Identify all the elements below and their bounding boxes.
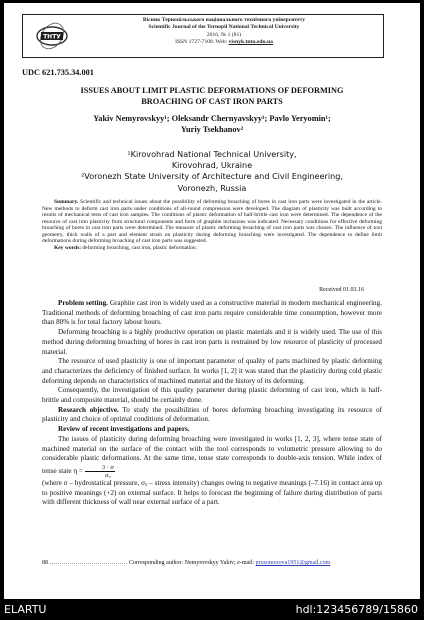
abstract (42, 199, 382, 251)
affiliation-line-2: Kirovohrad, Ukraine (171, 160, 253, 171)
paragraph-problem (42, 299, 382, 328)
affiliation-line-3: ²Voronezh State University of Architecture and Civil Engineering, (81, 171, 343, 182)
author-list (22, 114, 402, 135)
eta-numerator: 3 · σ (85, 464, 115, 472)
journal-header (22, 14, 384, 58)
paragraph-4: Consequently, the investigation of this quality parameter during plastic deforming of cast iron, which is half-brittle and composite material, should be certainly done. (42, 386, 382, 405)
abstract-text: Scientific and technical issues about the possibility of deforming broaching of bores in cast iron parts were investigated in the article. New methods to deform cast iron parts under conditions of all-round compression were developed. The diagram of plasticity was built according to results of mechanical tests of cast iron samples. The conditions of plastic deformation of half-brittle cast iron were determined. The dependence of the resource of cast iron plasticity from structural components and form of graphite inclusions was indicated. Necessary conditions for effective deforming broaching of bores in cast iron parts were determined. The measure of plastic deforming broaching of cast iron parts was chosen. The influence of tool geometry, thick walls of a part and element strain on plasticity during deforming broaching were investigated. The dependence to define limit deformations during deforming broaching of cast iron parts was suggested. (42, 199, 383, 245)
paragraph-2: Deforming broaching is a highly productive operation on plastic materials and it is widely used. The use of this method during deforming broaching of bores in cast iron parts is restrained by low resource of plasticity of processed material. (42, 328, 382, 356)
keywords-text: deforming broaching, cast iron, plastic deformation. (82, 244, 197, 251)
abstract-label: Summary. (54, 199, 79, 205)
author-email-link[interactable]: prosomorova1951@gmail.com (255, 560, 331, 566)
udc-code: UDC 621.735.34.001 (22, 68, 94, 77)
paragraph-3: The resource of used plasticity is one of important parameter of quality of parts machined by plastic deforming and characterizes the deficiency of finished surface. In works [1, 2] it was stated that the plasticity during cold plastic deforming depends on characteristics of machined material and the history of its deforming. (42, 357, 382, 385)
affiliation-line-1: ¹Kirovohrad National Technical University, (127, 149, 297, 159)
problem-label: Problem setting. (58, 299, 108, 307)
journal-title-ua: Вісник Тернопільського національного технічного університету (142, 17, 306, 23)
title-line-1: ISSUES ABOUT LIMIT PLASTIC DEFORMATIONS OF DEFORMING (80, 86, 344, 95)
logo-text: ТНТУ (43, 33, 61, 41)
paragraph-review (42, 435, 382, 479)
authors-line-1: Yakiv Nemyrovskyy¹; Oleksandr Chernyavskyy¹; Pavlo Yeryomin¹; (93, 114, 331, 123)
issn-text: ISSN 1727-7108. Web: (175, 39, 229, 46)
review-text: The issues of plasticity during deforming broaching were investigated in works [1, 2, 3], where tense state of machined material on the surface of the contact with the tool corresponds to volumetric pressure allowing to do considerable plastic deformations. At the same time, tense state corresponds to double-axis tension. While index of tense state (42, 434, 382, 476)
journal-web-link[interactable]: visnyk.tntu.edu.ua (228, 39, 273, 46)
paper-page (4, 3, 420, 599)
repository-bar (0, 600, 424, 620)
journal-issn (67, 39, 381, 46)
objective-text: To study the possibilities of bores deforming broaching investigating its resource of plasticity and choice of optimal conditions of deformation. (42, 405, 382, 424)
page-footer (42, 560, 382, 566)
problem-text: Graphite cast iron is widely used as a constructive material in modern mechanical engineering. Traditional methods of deforming broaching of cast iron parts require considerable time consumption, however more than 80% is for total factory labour hours. (42, 299, 382, 327)
affiliation-line-4: Voronezh, Russia (177, 182, 247, 193)
authors-line-2: Yuriy Tsekhanov² (180, 124, 244, 134)
journal-issue: 2016, № 1 (81) (206, 31, 242, 38)
eta-denominator: σᵤ (105, 471, 111, 479)
page-number: 88 (42, 560, 48, 566)
paper-body (42, 299, 382, 508)
keywords-label: Key words: (54, 244, 82, 251)
objective-label: Research objective. (58, 405, 119, 414)
review-heading: Review of recent investigations and papers. (58, 425, 190, 434)
received-date: Received 01.03.16 (319, 287, 364, 293)
title-line-2: BROACHING OF CAST IRON PARTS (141, 96, 283, 106)
paper-title (22, 86, 402, 107)
repository-name: ELARTU (4, 603, 47, 616)
eta-lhs: η = (73, 467, 83, 476)
journal-title-en: Scientific Journal of the Ternopil National Technical University (148, 24, 300, 31)
corresponding-author: ………………………………… Corresponding author: Nemyrovskyy Yakiv; e-mail: (49, 560, 256, 566)
eta-fraction (85, 464, 115, 479)
paragraph-objective (42, 406, 382, 425)
affiliations (22, 149, 402, 194)
paragraph-where: (where σ – hydrostatical pressure, σᵤ – stress intensity) changes owing to negative meanings (–7.16) in contact area up to positive meanings (+2) on external surface. It helps to forecast the beginning of failure during distribution of parts with different thickness of wall near external surface of a part. (42, 478, 382, 507)
university-logo-icon (35, 18, 69, 52)
journal-header-text (67, 17, 381, 47)
handle-id: hdl:123456789/15860 (295, 603, 418, 616)
